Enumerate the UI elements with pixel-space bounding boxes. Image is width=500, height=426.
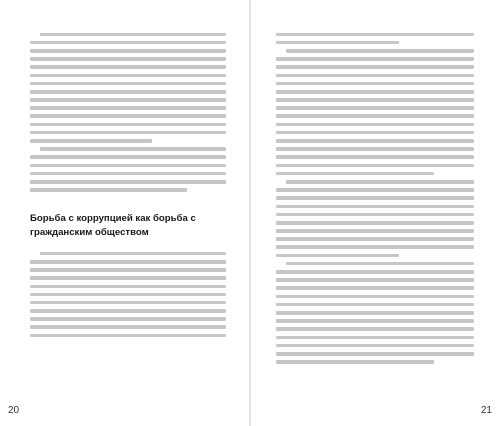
right-page xyxy=(250,0,500,426)
right-paragraph-2 xyxy=(276,49,474,175)
page-number-left: 20 xyxy=(8,405,20,416)
left-text-column xyxy=(30,28,226,342)
page-number-right: 21 xyxy=(480,405,492,416)
right-text-column xyxy=(276,28,474,368)
left-paragraph-3 xyxy=(30,252,226,337)
right-paragraph-1 xyxy=(276,33,474,45)
section-heading: Борьба с коррупцией как борьба с гражданским обществом xyxy=(30,212,196,238)
left-paragraph-1 xyxy=(30,33,226,143)
right-paragraph-3 xyxy=(276,180,474,257)
right-paragraph-4 xyxy=(276,262,474,364)
left-paragraph-2 xyxy=(30,147,226,192)
